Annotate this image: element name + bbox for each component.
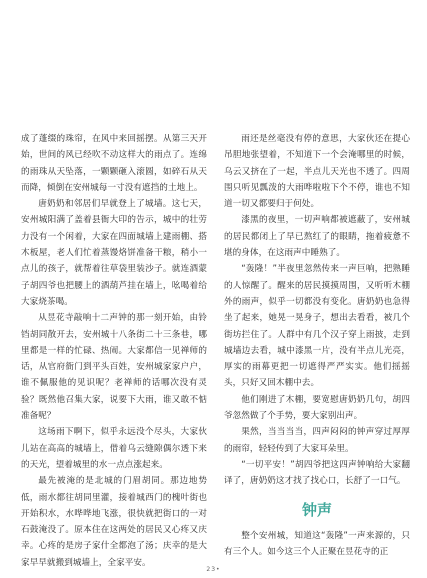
- paragraph: 果然，当当当当，四声闷闷的钟声穿过厚厚的雨帘，轻轻传到了大家耳朵里。: [224, 427, 410, 454]
- paragraph: 这场雨下啊下，似乎永远没个尽头，大家伙儿站在高高的城墙上，借着乌云缝隙偶尔透下来的天光，望着城里的水一点点涨起来。: [21, 427, 207, 470]
- right-text-column: [224, 131, 410, 560]
- paragraph: 漆黑的夜里，一切声响都被遮蔽了，安州城的居民都闭上了早已熬红了的眼睛，拖着疲惫不堪的身体，在这雨声中睡熟了。: [224, 215, 410, 259]
- paragraph: 他们刚进了木棚，要宽慰唐奶奶几句，胡四爷忽然做了个手势，要大家别出声。: [224, 394, 410, 422]
- paragraph: 唐奶奶和邻居们早就登上了城墙。这七天，安州城阳满了盖着县衙大印的告示，城中的壮劳力没有一个闲着，大家在四面城墙上建雨棚、搭木板屋，老人们忙着蒸馒烙饼准备干粮，稍小一点儿的孩子，就帮着往草袋里装沙子。就连酒蒙子胡四爷也把腰上的酒葫芦挂在墙上，吆喝着给大家烧茶喝。: [21, 199, 207, 307]
- page-number-text: 23: [206, 566, 217, 573]
- section-heading: 钟声: [301, 500, 333, 519]
- left-text-column: [21, 131, 207, 571]
- paragraph: “轰隆！”半夜里忽然传来一声巨响，把熟睡的人惊醒了。醒来的居民摸摸周围，又听听木棚外的雨声，似乎一切都没有变化。唐奶奶也急得坐了起来，她晃一晃身子，想出去看看，被几个街坊拦住了。人群中有几个汉子穿上雨披，走到城墙边去看，城中漆黑一片，没有半点儿光亮，厚实的雨幕更把一切遮得严严实实。他们摇摇头，只好又回木棚中去。: [224, 264, 410, 389]
- paragraph: 最先被淹的是北城的门眉胡同。那边地势低，雨水都往胡同里灌，接着城西门的槐叶街也开始积水，水哗哗地飞涨，很快就把街口的一对石鼓淹没了。原本住在这两处的居民又心疼又庆幸。心疼的是房子家什全都泡了汤；庆幸的是大家早早就搬到城墙上，全家平安。: [21, 476, 207, 568]
- page-number: 23•: [206, 566, 221, 573]
- paragraph: “一切平安！”胡四爷把这四声钟响给大家翻译了，唐奶奶这才找了找心口，长舒了一口气。: [224, 459, 410, 487]
- paragraph: 雨还是丝毫没有停的意思，大家伙还在提心吊胆地张望着，不知道下一个会淹哪里的时候，乌云又挤在了一起，半点儿天光也不透了。四周围只听见瓢泼的大雨哗啦啦下个不停，谁也不知道一切又都要归于何处。: [224, 134, 410, 210]
- paragraph: 成了蓬缀的珠帘，在风中来回摇摆。从第三天开始，世间的风已经吹不动这样大的雨点了。连绵的雨珠从天坠落，一颗颗砸入滚圆，如碎石从天而降，倾倒在安州城每一寸没有遮挡的土地上。: [21, 134, 207, 193]
- paragraph: 整个安州城，知道这“轰隆”一声来源的，只有三个人。如今这三个人正聚在昱花寺的正: [224, 530, 410, 557]
- paragraph: 从昱花寺敲响十二声钟的那一刻开始，由铃铛胡同散开去，安州城十八条街二十三条巷，哪里都是一样的忙碌、热闹。大家都信一见禅师的话，从官府衙门到平头百姓，安州城家家户户，谁不佩服他的见识呢？老禅师的话哪次没有灵验？既然他召集大家，说要下大雨，谁又敢不惦准备呢？: [21, 313, 207, 422]
